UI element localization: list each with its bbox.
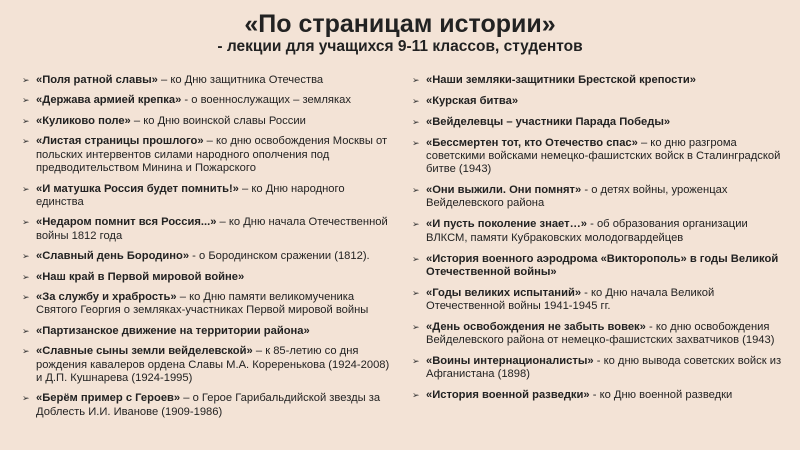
lecture-title: «Наши земляки-защитники Брестской крепости» xyxy=(426,74,696,86)
lecture-item xyxy=(412,116,792,129)
arrow-bullet-icon: ➢ xyxy=(412,137,420,148)
lecture-item xyxy=(22,250,394,263)
lecture-description: – о Герое Гарибальдийской звезды за Доблесть И.И. Иванове (1909-1986) xyxy=(36,392,381,418)
arrow-bullet-icon: ➢ xyxy=(412,116,420,127)
lecture-text xyxy=(36,291,394,318)
lecture-text xyxy=(426,253,792,280)
arrow-bullet-icon: ➢ xyxy=(22,115,30,126)
lecture-description: – ко Дню памяти великомученика Святого Георгия о земляках-участниках Первой мировой войны xyxy=(36,291,369,317)
lecture-title: «Держава армией крепка» xyxy=(36,94,182,107)
lecture-title: «Вейделевцы – участники Парада Победы» xyxy=(426,115,671,128)
lecture-description: - ко Дню военной разведки xyxy=(589,389,733,402)
lecture-text xyxy=(36,271,394,284)
lecture-item xyxy=(22,135,394,175)
lecture-description: - о Бородинском сражении (1812). xyxy=(189,250,370,263)
lecture-title: «История военной разведки» xyxy=(426,389,590,402)
arrow-bullet-icon: ➢ xyxy=(22,251,30,262)
lecture-item xyxy=(22,74,394,87)
lecture-title: «Славный день Бородино» xyxy=(36,250,190,263)
arrow-bullet-icon: ➢ xyxy=(412,185,420,196)
lecture-description: – ко Дню воинской славы России xyxy=(130,114,306,127)
lecture-description: - ко дню освобождения Вейделевского района от немецко-фашистских захватчиков (1943) xyxy=(426,320,775,347)
lecture-item xyxy=(412,321,792,348)
arrow-bullet-icon: ➢ xyxy=(22,75,30,85)
lecture-description: - о военнослужащих – земляках xyxy=(181,94,351,107)
lecture-item xyxy=(22,216,394,243)
lecture-title: «Куликово поле» xyxy=(36,114,131,127)
lecture-item xyxy=(412,389,792,402)
lecture-description: – ко Дню защитника Отечества xyxy=(157,74,324,86)
lecture-text xyxy=(426,137,792,177)
lecture-text xyxy=(426,355,792,382)
arrow-bullet-icon: ➢ xyxy=(412,75,420,85)
page-subtitle: - лекции для учащихся 9-11 классов, студентов xyxy=(217,38,583,55)
lecture-text xyxy=(36,115,394,128)
lecture-text xyxy=(426,321,792,348)
arrow-bullet-icon: ➢ xyxy=(22,95,30,106)
lecture-title: «Партизанское движение на территории района» xyxy=(36,324,310,337)
arrow-bullet-icon: ➢ xyxy=(22,325,30,336)
arrow-bullet-icon: ➢ xyxy=(412,219,420,230)
lecture-list-right xyxy=(412,74,792,410)
arrow-bullet-icon: ➢ xyxy=(22,393,30,404)
arrow-bullet-icon: ➢ xyxy=(412,321,420,332)
lecture-item xyxy=(412,95,792,108)
lecture-description: – ко дню освобождения Москвы от польских интервентов силами народного ополчения под предводительством Минина и Пожарского xyxy=(36,135,388,175)
lecture-item xyxy=(412,253,792,280)
lecture-description: – ко Дню начала Отечественной войны 1812 года xyxy=(36,216,388,242)
lecture-item xyxy=(22,392,394,419)
arrow-bullet-icon: ➢ xyxy=(412,253,420,264)
lecture-item xyxy=(412,287,792,314)
lecture-text xyxy=(36,94,394,107)
lecture-text xyxy=(426,95,792,108)
arrow-bullet-icon: ➢ xyxy=(22,346,30,357)
lecture-text xyxy=(426,74,792,87)
lecture-title: «Поля ратной славы» xyxy=(36,74,158,86)
lecture-title: «Воины интернационалисты» xyxy=(426,355,594,368)
lecture-list-left xyxy=(22,74,394,426)
lecture-item xyxy=(22,94,394,107)
lecture-title: «Берём пример с Героев» xyxy=(36,392,181,405)
lecture-text xyxy=(36,183,394,210)
lecture-text xyxy=(426,116,792,129)
lecture-title: «Курская битва» xyxy=(426,94,519,107)
lecture-description: – ко Дню народного единства xyxy=(36,182,345,208)
lecture-text xyxy=(36,216,394,243)
lecture-title: «И пусть поколение знает…» xyxy=(426,218,588,231)
lecture-description: – ко дню разгрома советскими войсками немецко-фашистских войск в Сталинградской битве (1943) xyxy=(426,136,781,176)
arrow-bullet-icon: ➢ xyxy=(22,183,30,194)
lecture-title: «Листая страницы прошлого» xyxy=(36,135,204,148)
lecture-item xyxy=(22,115,394,128)
lecture-text xyxy=(36,345,394,385)
lecture-item xyxy=(412,74,792,87)
lecture-title: «Славные сыны земли вейделевской» xyxy=(36,345,253,358)
lecture-item xyxy=(22,325,394,338)
lecture-text xyxy=(36,250,394,263)
lecture-title: «История военного аэродрома «Викторополь» в годы Великой Отечественной войны» xyxy=(426,252,779,278)
arrow-bullet-icon: ➢ xyxy=(22,292,30,303)
lecture-item xyxy=(412,218,792,245)
lecture-title: «Они выжили. Они помнят» xyxy=(426,184,582,197)
arrow-bullet-icon: ➢ xyxy=(22,136,30,147)
lecture-item xyxy=(22,291,394,318)
lecture-item xyxy=(22,345,394,385)
lecture-description: - ко Дню начала Великой Отечественной войны 1941-1945 гг. xyxy=(426,286,715,313)
lecture-description: - ко дню вывода советских войск из Афганистана (1898) xyxy=(426,355,782,381)
lecture-item xyxy=(22,183,394,210)
lecture-item xyxy=(22,271,394,284)
arrow-bullet-icon: ➢ xyxy=(22,271,30,282)
arrow-bullet-icon: ➢ xyxy=(22,217,30,228)
lecture-description: - о детях войны, уроженцах Вейделевского района xyxy=(426,184,728,210)
lecture-item xyxy=(412,355,792,382)
lecture-text xyxy=(36,325,394,338)
arrow-bullet-icon: ➢ xyxy=(412,356,420,367)
arrow-bullet-icon: ➢ xyxy=(412,390,420,401)
lecture-title: «Бессмертен тот, кто Отечество спас» xyxy=(426,136,638,149)
lecture-text xyxy=(36,74,394,87)
lecture-title: «День освобождения не забыть вовек» xyxy=(426,320,646,333)
lecture-title: «Недаром помнит вся Россия...» xyxy=(36,216,217,229)
lecture-title: «Наш край в Первой мировой войне» xyxy=(36,270,245,283)
lecture-text xyxy=(426,389,792,402)
lecture-description: – к 85-летию со дня рождения кавалеров ордена Славы М.А. Кореренькова (1924-2008) и Д.П. Кушнарева (1924-1995) xyxy=(36,345,390,384)
lecture-title: «Годы великих испытаний» xyxy=(426,286,582,299)
lecture-text xyxy=(426,287,792,314)
lecture-text xyxy=(426,184,792,211)
arrow-bullet-icon: ➢ xyxy=(412,95,420,106)
lecture-text xyxy=(426,218,792,245)
lecture-item xyxy=(412,137,792,177)
arrow-bullet-icon: ➢ xyxy=(412,287,420,298)
lecture-title: «И матушка Россия будет помнить!» xyxy=(36,182,239,195)
lecture-item xyxy=(412,184,792,211)
lecture-text xyxy=(36,392,394,419)
lecture-description: - об образования организации ВЛКСМ, памяти Кубраковских молодогвардейцев xyxy=(426,218,748,244)
page-title: «По страницам истории» xyxy=(244,10,556,38)
lecture-title: «За службу и храбрость» xyxy=(36,291,177,304)
lecture-text xyxy=(36,135,394,175)
